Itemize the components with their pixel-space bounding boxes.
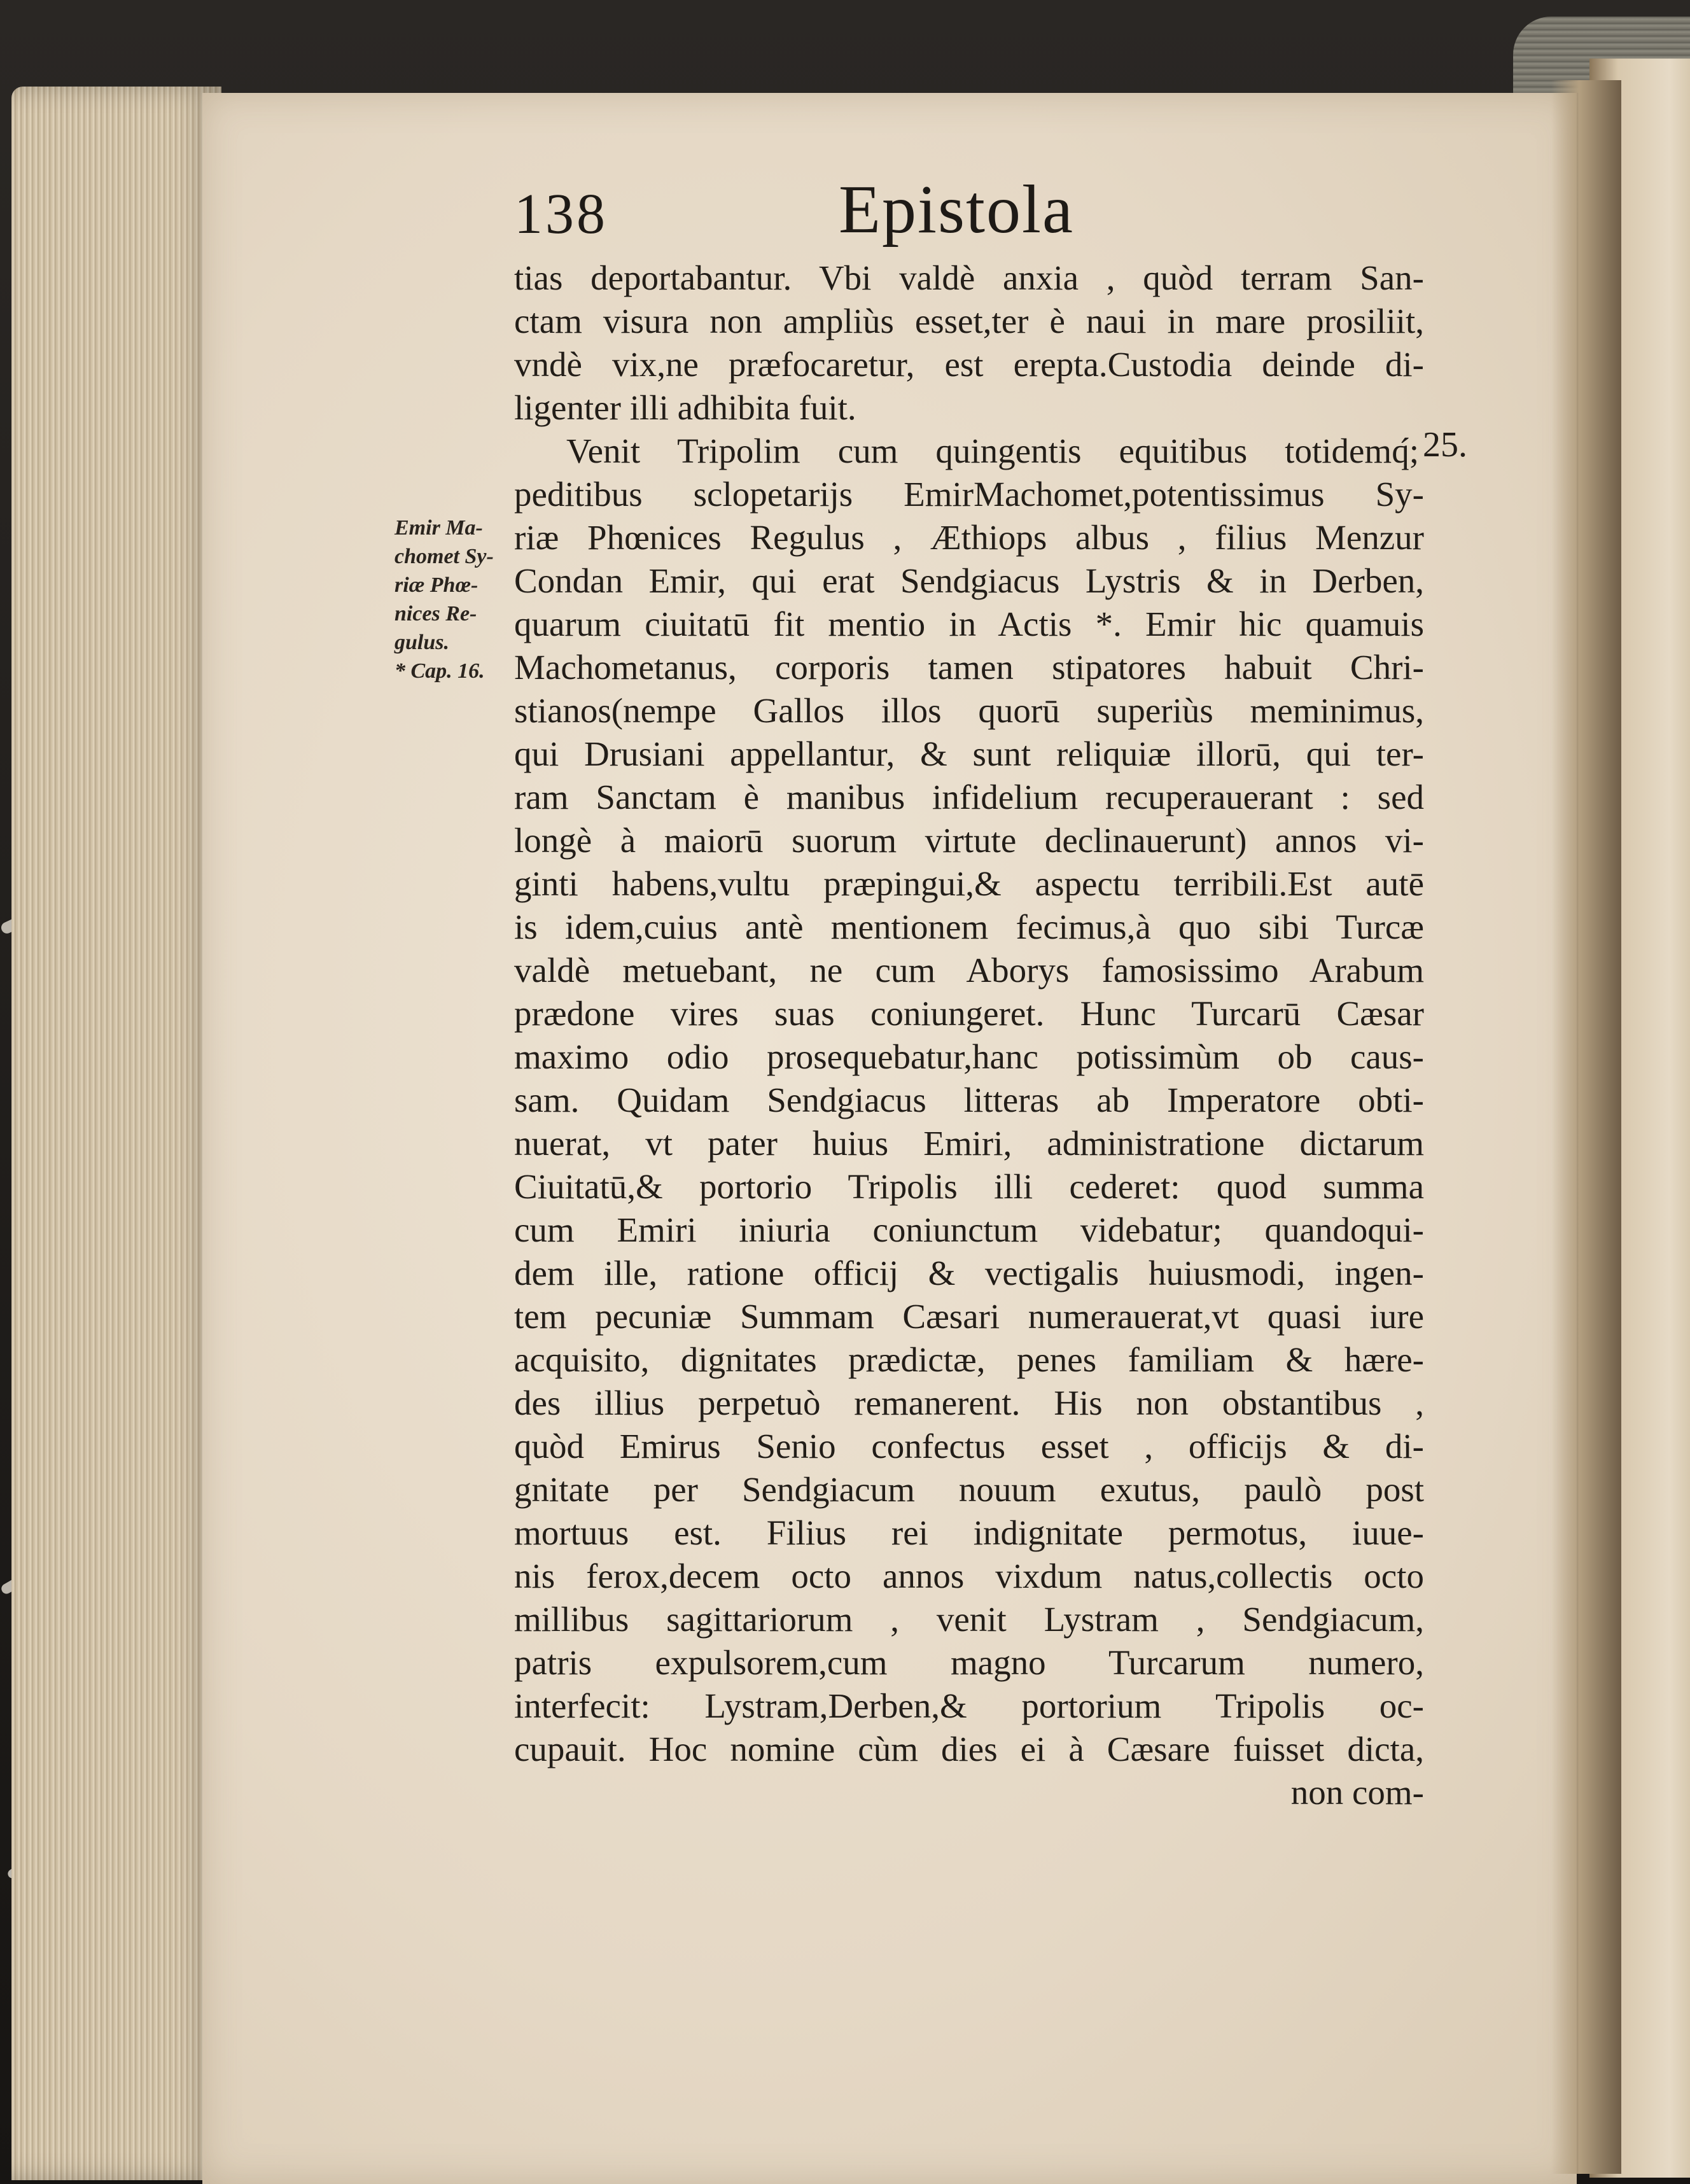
text-line: patris expulsorem,cum magno Turcarum numero, <box>514 1643 1424 1682</box>
text-line: nis ferox,decem octo annos vixdum natus,collectis octo <box>514 1557 1424 1595</box>
text-line: dem ille, ratione officij & vectigalis huiusmodi, ingen- <box>514 1254 1424 1292</box>
sidenote-line: * Cap. 16. <box>395 659 485 683</box>
text-line: millibus sagittariorum , venit Lystram , Sendgiacum, <box>514 1600 1424 1639</box>
text-line: cum Emiri iniuria coniunctum videbatur; quandoqui- <box>514 1210 1424 1249</box>
page-number: 138 <box>514 183 608 246</box>
text-line: mortuus est. Filius rei indignitate permotus, iuue- <box>514 1513 1424 1552</box>
text-line: Condan Emir, qui erat Sendgiacus Lystris & in Derben, <box>514 561 1424 600</box>
text-line: nuerat, vt pater huius Emiri, administratione dictarum <box>514 1124 1424 1163</box>
text-line: quarum ciuitatū fit mentio in Actis *. Emir hic quamuis <box>514 605 1424 643</box>
text-line: Machometanus, corporis tamen stipatores habuit Chri- <box>514 648 1424 687</box>
text-line: ctam visura non ampliùs esset,ter è naui in mare prosiliit, <box>514 302 1424 340</box>
catchword: non com- <box>1290 1773 1424 1812</box>
text-line: longè à maiorū suorum virtute declinauerunt) annos vi- <box>514 821 1424 860</box>
text-line: ginti habens,vultu præpingui,& aspectu terribili.Est autē <box>514 864 1424 903</box>
text-line: prædone vires suas coniungeret. Hunc Turcarū Cæsar <box>514 994 1424 1033</box>
running-title: Epistola <box>839 172 1074 248</box>
margin-number: 25. <box>1423 425 1467 465</box>
text-line: Ciuitatū,& portorio Tripolis illi cederet: quod summa <box>514 1167 1424 1206</box>
text-line: qui Drusiani appellantur, & sunt reliquiæ illorū, qui ter- <box>514 734 1424 773</box>
gutter-shadow <box>1551 80 1621 2174</box>
text-line: tias deportabantur. Vbi valdè anxia , quòd terram San- <box>514 258 1424 297</box>
text-line: ligenter illi adhibita fuit. <box>514 388 856 427</box>
text-line: gnitate per Sendgiacum nouum exutus, paulò post <box>514 1470 1424 1509</box>
sidenote-line: nices Re- <box>395 602 477 626</box>
text-line: interfecit: Lystram,Derben,& portorium Tripolis oc- <box>514 1686 1424 1725</box>
text-line: valdè metuebant, ne cum Aborys famosissimo Arabum <box>514 951 1424 990</box>
text-line: stianos(nempe Gallos illos quorū superiùs meminimus, <box>514 691 1424 730</box>
text-line: des illius perpetuò remanerent. His non obstantibus , <box>514 1383 1424 1422</box>
text-line: Venit Tripolim cum quingentis equitibus totidemq́; <box>566 431 1419 470</box>
text-line: peditibus sclopetarijs EmirMachomet,potentissimus Sy- <box>514 475 1424 514</box>
sidenote-line: chomet Sy- <box>395 545 494 568</box>
text-line: tem pecuniæ Summam Cæsari numerauerat,vt quasi iure <box>514 1297 1424 1336</box>
text-line: acquisito, dignitates prædictæ, penes familiam & hære- <box>514 1340 1424 1379</box>
text-line: is idem,cuius antè mentionem fecimus,à quo sibi Turcæ <box>514 907 1424 946</box>
text-line: vndè vix,ne præfocaretur, est erepta.Custodia deinde di- <box>514 345 1424 384</box>
text-line: sam. Quidam Sendgiacus litteras ab Imperatore obti- <box>514 1081 1424 1119</box>
sidenote-line: riæ Phœ- <box>395 573 478 597</box>
text-line: maximo odio prosequebatur,hanc potissimùm ob caus- <box>514 1037 1424 1076</box>
sidenote-line: Emir Ma- <box>395 516 483 540</box>
text-line: quòd Emirus Senio confectus esset , officijs & di- <box>514 1427 1424 1466</box>
text-line: riæ Phœnices Regulus , Æthiops albus , filius Menzur <box>514 518 1424 557</box>
text-line: cupauit. Hoc nomine cùm dies ei à Cæsare fuisset dicta, <box>514 1730 1424 1768</box>
sidenote-line: gulus. <box>395 631 449 654</box>
text-line: ram Sanctam è manibus infidelium recuperauerant : sed <box>514 778 1424 816</box>
page-block-edges <box>11 87 221 2180</box>
